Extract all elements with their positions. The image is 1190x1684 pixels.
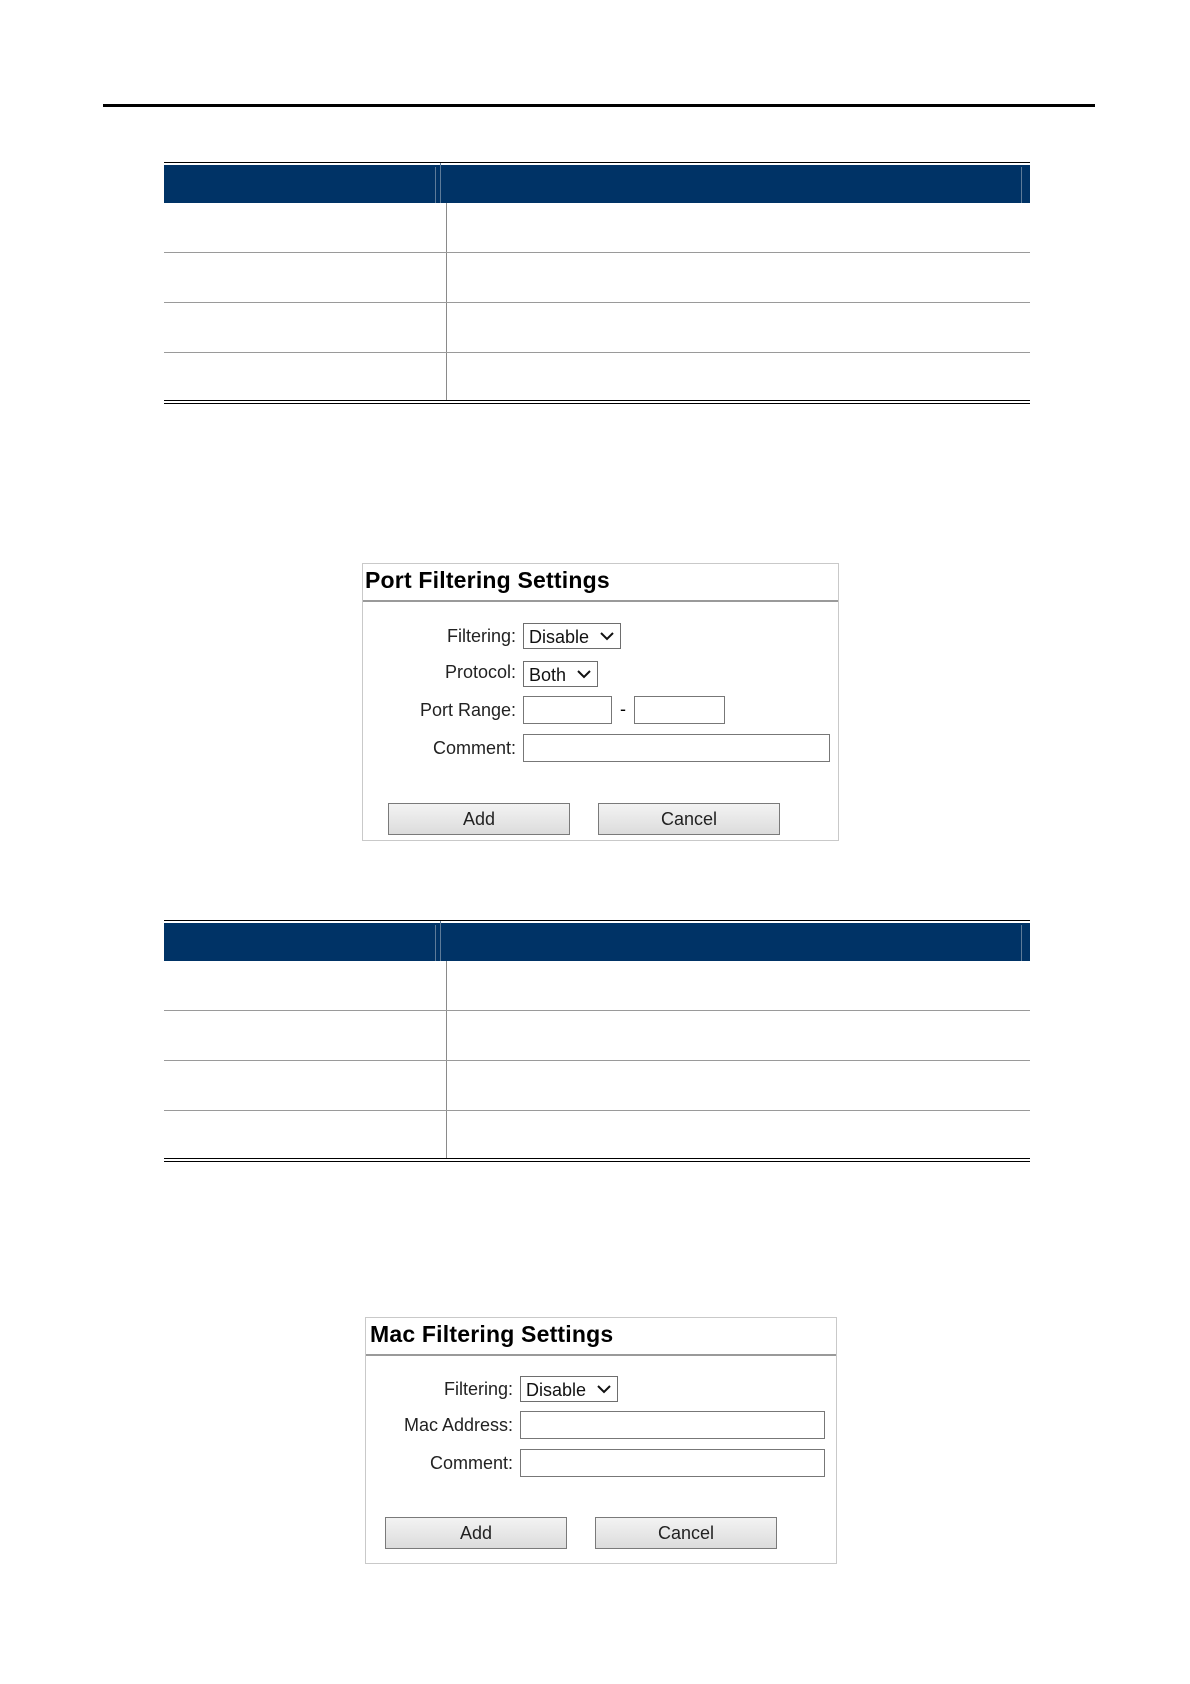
port-range-label: Port Range: — [419, 700, 516, 720]
filtering-value: Disable — [526, 1380, 587, 1400]
comment-input[interactable] — [520, 1449, 825, 1477]
filtering-select[interactable] — [520, 1376, 618, 1402]
table-row — [164, 1011, 1030, 1061]
table-header — [164, 162, 1030, 203]
table-row — [164, 1111, 1030, 1162]
port-range-separator: - — [620, 699, 626, 719]
cancel-button[interactable]: Cancel — [598, 803, 780, 835]
panel-title: Mac Filtering Settings — [366, 1318, 836, 1356]
add-button[interactable]: Add — [385, 1517, 567, 1549]
filtering-value: Disable — [529, 627, 590, 647]
filtering-label: Filtering: — [443, 1379, 513, 1399]
protocol-value: Both — [529, 665, 567, 685]
port-range-end-input[interactable] — [634, 696, 725, 724]
table-header — [164, 920, 1030, 961]
mac-address-label: Mac Address: — [403, 1415, 513, 1435]
comment-label: Comment: — [432, 738, 516, 758]
cancel-button[interactable]: Cancel — [595, 1517, 777, 1549]
header-rule — [103, 104, 1095, 107]
chevron-down-icon — [596, 1382, 612, 1396]
chevron-down-icon — [576, 667, 592, 681]
table-row — [164, 353, 1030, 404]
comment-input[interactable] — [523, 734, 830, 762]
filtering-select[interactable] — [523, 623, 621, 649]
table-row — [164, 253, 1030, 303]
description-table-2 — [164, 920, 1030, 1162]
protocol-select[interactable] — [523, 661, 598, 687]
comment-label: Comment: — [429, 1453, 513, 1473]
table-row — [164, 961, 1030, 1011]
description-table-1 — [164, 162, 1030, 404]
port-range-start-input[interactable] — [523, 696, 612, 724]
filtering-label: Filtering: — [446, 626, 516, 646]
add-button[interactable]: Add — [388, 803, 570, 835]
port-filtering-panel — [362, 563, 839, 841]
mac-filtering-panel — [365, 1317, 837, 1564]
panel-title: Port Filtering Settings — [363, 564, 838, 602]
table-row — [164, 203, 1030, 253]
table-row — [164, 1061, 1030, 1111]
chevron-down-icon — [599, 629, 615, 643]
mac-address-input[interactable] — [520, 1411, 825, 1439]
protocol-label: Protocol: — [444, 662, 516, 682]
table-row — [164, 303, 1030, 353]
